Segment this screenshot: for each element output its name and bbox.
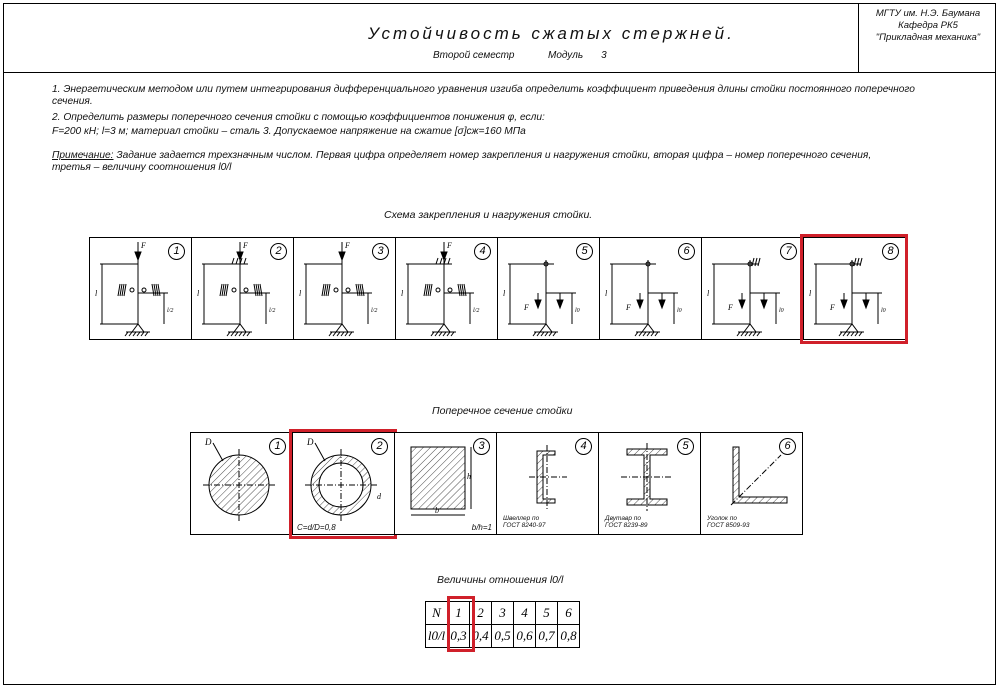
section-diameter-label-1: D [205,437,212,447]
scheme-cell-7 [701,237,804,340]
scheme-number-1: 1 [168,243,185,260]
ratio-value-4: 0,6 [514,625,536,648]
section-number-1: 1 [269,438,286,455]
scheme-force-label-5: F [524,303,529,312]
scheme-length-label-2: l [197,289,200,298]
note-text: Задание задается трехзначным числом. Первая цифра определяет номер закрепления и нагружения стойки, вторая цифра – номер поперечного сечения, [113,150,872,161]
section-note-5-note1: Двутавр по [605,515,641,522]
module-label-text: Модуль [548,50,584,61]
scheme-length-label-5: l [503,289,506,298]
section-note-3-note: b/h=1 [471,523,492,532]
task-item-1-line-2: сечения. [52,96,93,107]
module-number: 3 [601,50,607,61]
scheme-cell-4 [395,237,498,340]
ratio-selection-highlight [447,596,475,652]
ratio-header-label: N [426,602,448,625]
scheme-number-8: 8 [882,243,899,260]
task-note-line-1 [52,150,871,162]
scheme-number-2: 2 [270,243,287,260]
scheme-length2-label-7: l0 [779,308,784,314]
scheme-force-label-1: F [141,241,146,250]
institution-stamp [864,8,992,44]
scheme-length2-label-2: l/2 [269,308,276,314]
task-note-line-2: третья – величину соотношения l0/l [52,162,232,173]
scheme-length-label-8: l [809,289,812,298]
ratio-value-3: 0,5 [492,625,514,648]
section-note-2-note: C=d/D=0,8 [297,523,336,532]
section-drawing-3 [395,433,497,536]
ratio-value-5: 0,7 [536,625,558,648]
module-label [548,50,607,61]
scheme-length-label-3: l [299,289,302,298]
ratio-row-label: l0/l [426,625,448,648]
ratio-value-6: 0,8 [558,625,580,648]
section-cell-1 [190,432,293,535]
section-inner-diameter-label: d [377,492,381,501]
scheme-length2-label-5: l0 [575,308,580,314]
header-stamp-divider [858,3,859,72]
institution-line-1: МГТУ им. Н.Э. Баумана [875,8,981,19]
ratio-number-2: 2 [470,602,492,625]
sections-caption: Поперечное сечение стойки [432,405,573,417]
ratio-number-6: 6 [558,602,580,625]
page-title: Устойчивость сжатых стержней. [368,24,735,43]
scheme-drawing-7 [702,238,804,341]
scheme-length2-label-4: l/2 [473,308,480,314]
section-selection-highlight [289,429,397,539]
ratio-number-1: 1 [448,602,470,625]
schemes-caption: Схема закрепления и нагружения стойки. [384,209,593,221]
task-item-2-line-1: 2. Определить размеры поперечного сечения стойки с помощью коэффициентов понижения φ, если: [52,112,545,123]
section-note-4-note1: Швеллер по [503,515,540,522]
scheme-cell-6 [599,237,702,340]
task-item-1-line-1: 1. Энергетическим методом или путем интегрирования дифференциального уравнения изгиба определить коэффициент приведения длины стойки постоянного поперечного [52,84,915,95]
section-number-4: 4 [575,438,592,455]
scheme-force-label-3: F [345,241,350,250]
scheme-force-label-8: F [830,303,835,312]
section-note-6-note2: ГОСТ 8509-93 [707,522,750,529]
header-divider [3,72,996,73]
scheme-drawing-5 [498,238,600,341]
scheme-cell-1 [89,237,192,340]
section-cell-6 [700,432,803,535]
scheme-drawing-2 [192,238,294,341]
scheme-cell-5 [497,237,600,340]
scheme-cell-3 [293,237,396,340]
scheme-number-7: 7 [780,243,797,260]
ratio-number-4: 4 [514,602,536,625]
section-number-6: 6 [779,438,796,455]
scheme-force-label-2: F [243,241,248,250]
section-number-2: 2 [371,438,388,455]
semester-label: Второй семестр [433,50,515,61]
section-height-label: h [467,472,471,481]
scheme-force-label-7: F [728,303,733,312]
scheme-number-4: 4 [474,243,491,260]
section-cell-5 [598,432,701,535]
ratio-value-2: 0,4 [470,625,492,648]
scheme-length2-label-1: l/2 [167,308,174,314]
note-label: Примечание: [52,150,114,161]
section-diameter-label-2: D [307,437,314,447]
scheme-number-5: 5 [576,243,593,260]
ratio-number-3: 3 [492,602,514,625]
scheme-length-label-6: l [605,289,608,298]
section-note-6-note1: Уголок по [707,515,737,522]
scheme-length2-label-6: l0 [677,308,682,314]
scheme-length-label-1: l [95,289,98,298]
scheme-drawing-6 [600,238,702,341]
scheme-force-label-6: F [626,303,631,312]
scheme-length-label-7: l [707,289,710,298]
institution-line-3: "Прикладная механика" [875,32,981,43]
scheme-selection-highlight [800,234,908,344]
scheme-number-3: 3 [372,243,389,260]
scheme-drawing-1 [90,238,192,341]
section-width-label: b [435,506,439,515]
section-cell-4 [496,432,599,535]
scheme-drawing-4 [396,238,498,341]
task-item-2-line-2: F=200 кН; l=3 м; материал стойки – сталь 3. Допускаемое напряжение на сжатие [σ]сж=160 МПа [52,126,526,137]
ratio-number-5: 5 [536,602,558,625]
section-drawing-1 [191,433,293,536]
scheme-cell-2 [191,237,294,340]
scheme-force-label-4: F [447,241,452,250]
institution-line-2: Кафедра РК5 [898,20,958,31]
section-number-3: 3 [473,438,490,455]
scheme-length2-label-8: l0 [881,308,886,314]
scheme-length-label-4: l [401,289,404,298]
ratio-value-1: 0,3 [448,625,470,648]
scheme-length2-label-3: l/2 [371,308,378,314]
section-note-5-note2: ГОСТ 8239-89 [605,522,648,529]
scheme-drawing-3 [294,238,396,341]
section-note-4-note2: ГОСТ 8240-97 [503,522,546,529]
ratio-caption: Величины отношения l0/l [437,574,564,586]
scheme-number-6: 6 [678,243,695,260]
section-cell-3 [394,432,497,535]
section-number-5: 5 [677,438,694,455]
